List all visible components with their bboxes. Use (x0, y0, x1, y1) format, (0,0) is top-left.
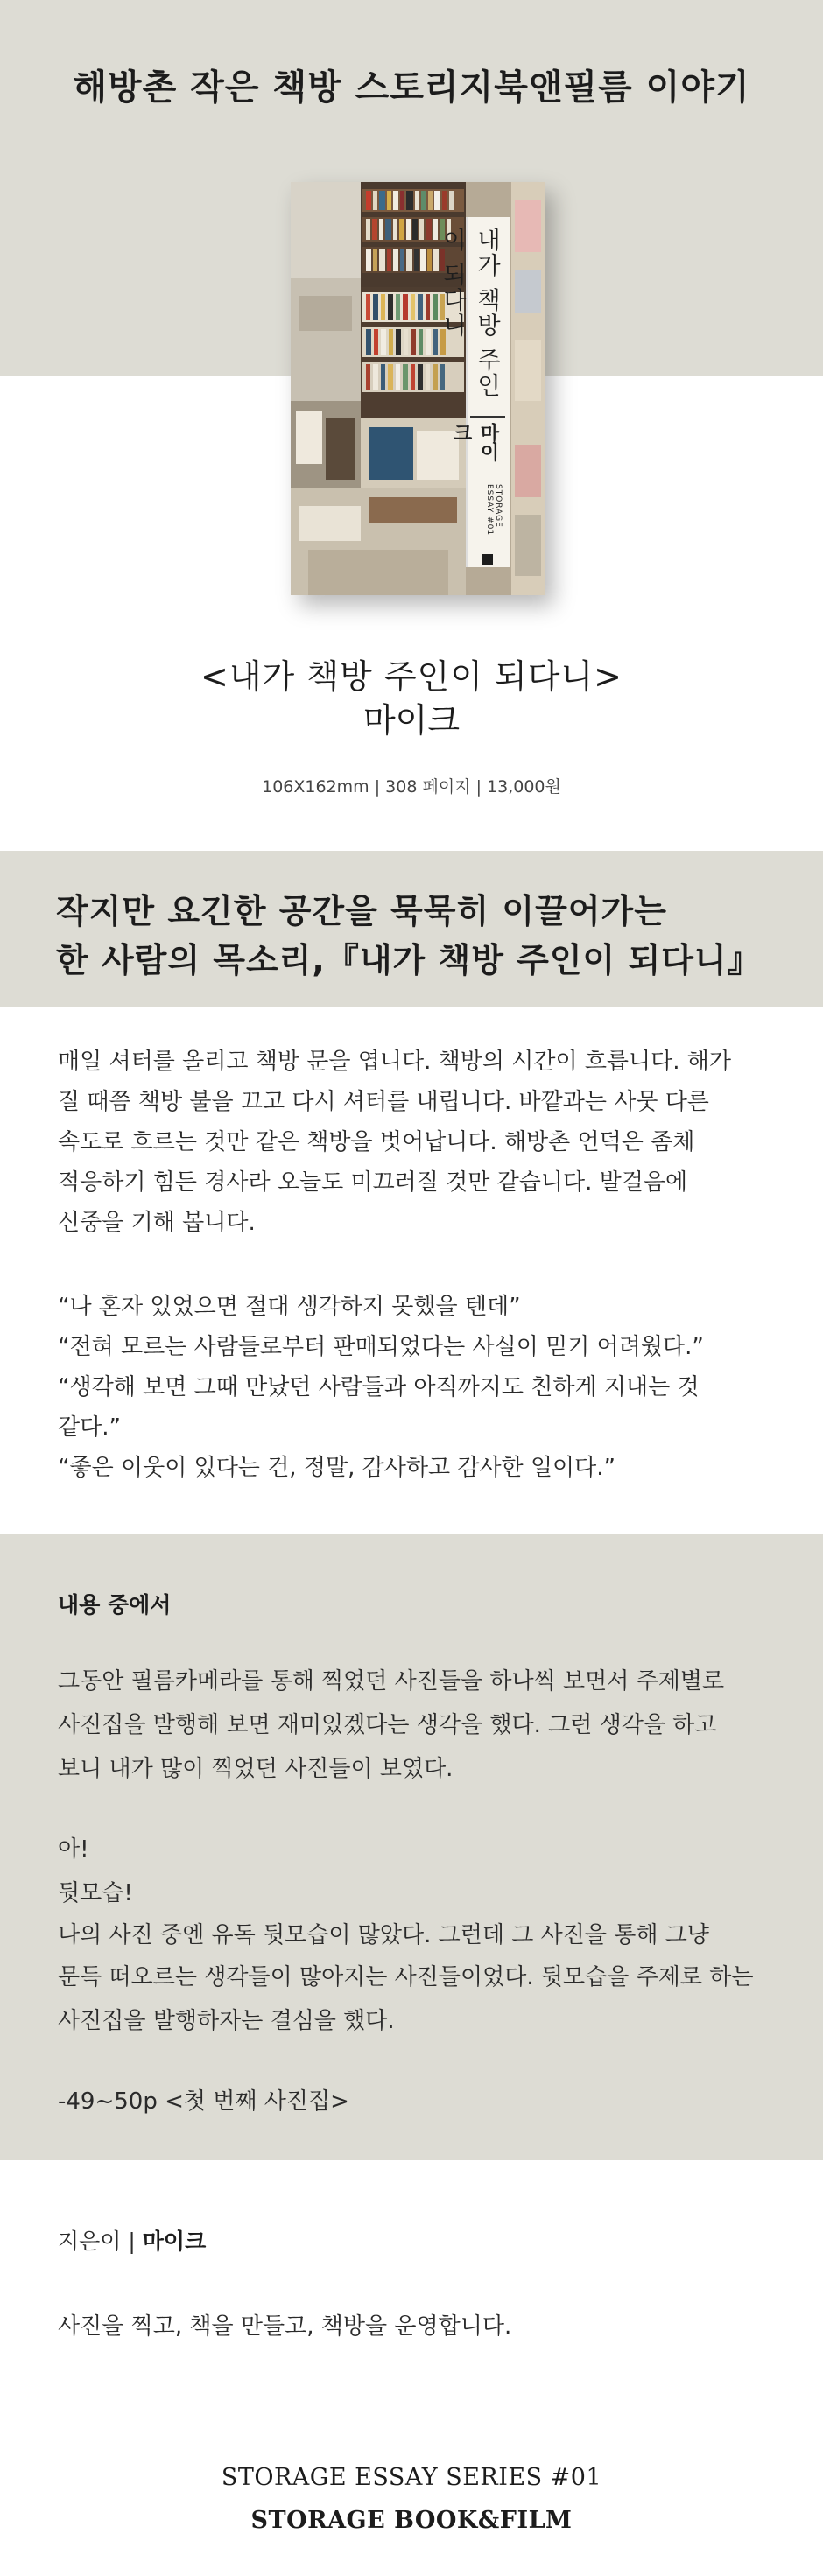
footer-brand: STORAGE BOOK&FILM (250, 2507, 573, 2534)
quote-line: “좋은 이웃이 있다는 건, 정말, 감사하고 감사한 일이다.” (58, 1455, 616, 1481)
quote-line: “전혀 모르는 사람들로부터 판매되었다는 사실이 믿기 어려웠다.” (58, 1334, 704, 1360)
quotes-paragraph (58, 1287, 776, 1488)
cover-author-text: 마이크 (450, 423, 499, 461)
book-title: <내가 책방 주인이 되다니> (200, 657, 623, 696)
book-specs: 106X162mm | 308 페이지 | 13,000원 (262, 777, 561, 797)
author-label (58, 2224, 206, 2256)
intro-line: 속도로 흐르는 것만 같은 책방을 벗어납니다. 해방촌 언덕은 좀체 (58, 1129, 695, 1155)
excerpt-line: 사진집을 발행해 보면 재미있겠다는 생각을 했다. 그런 생각을 하고 (58, 1712, 717, 1738)
author-bio: 사진을 찍고, 책을 만들고, 책방을 운영합니다. (58, 2313, 512, 2340)
excerpt-source: -49~50p <첫 번째 사진집> (58, 2088, 349, 2115)
intro-line: 매일 셔터를 올리고 책방 문을 엽니다. 책방의 시간이 흐릅니다. 해가 (58, 1049, 732, 1075)
author-name: 마이크 (142, 2229, 207, 2254)
tagline-line-2: 한 사람의 목소리,『내가 책방 주인이 되다니』 (56, 941, 762, 979)
cover-divider (470, 416, 505, 418)
quote-line: 같다.” (58, 1414, 121, 1441)
intro-paragraph (58, 1042, 776, 1243)
excerpt-line: 사진집을 발행하자는 결심을 했다. (58, 2008, 395, 2034)
intro-line: 질 때쯤 책방 불을 끄고 다시 셔터를 내립니다. 바깥과는 사뭇 다른 (58, 1089, 709, 1115)
intro-line: 신중을 기해 봅니다. (58, 1210, 256, 1236)
excerpt-line: 보니 내가 많이 찍었던 사진들이 보였다. (58, 1756, 454, 1782)
intro-line: 적응하기 힘든 경사라 오늘도 미끄러질 것만 같습니다. 발걸음에 (58, 1169, 688, 1196)
excerpt-section (0, 1534, 823, 2160)
quote-line: “생각해 보면 그때 만났던 사람들과 아직까지도 친하게 지내는 것 (58, 1374, 700, 1400)
cover-series-text: STORAGE ESSAY #01 (485, 484, 503, 537)
cover-title-text: 내가 책방 주인이 되다니 (439, 228, 500, 399)
tagline-line-1: 작지만 요긴한 공간을 묵묵히 이끌어가는 (56, 892, 667, 930)
hero-section (0, 0, 823, 797)
excerpt-heading: 내용 중에서 (58, 1592, 172, 1618)
tagline-section (0, 851, 823, 1007)
book-cover-image (291, 182, 545, 595)
excerpt-line: 아! (58, 1836, 89, 1863)
excerpt-line: 그동안 필름카메라를 통해 찍었던 사진들을 하나씩 보면서 주제별로 (58, 1668, 725, 1695)
page-title: 해방촌 작은 책방 스토리지북앤필름 이야기 (73, 67, 750, 108)
publisher-logo-icon (482, 554, 493, 565)
excerpt-line: 나의 사진 중엔 유독 뒷모습이 많았다. 그런데 그 사진을 통해 그냥 (58, 1922, 709, 1948)
footer-series: STORAGE ESSAY SERIES #01 (221, 2464, 602, 2491)
excerpt-line: 문득 떠오르는 생각들이 많아지는 사진들이었다. 뒷모습을 주제로 하는 (58, 1964, 754, 1990)
author-label-prefix: 지은이 | (58, 2229, 143, 2254)
excerpt-line: 뒷모습! (58, 1880, 133, 1906)
book-author: 마이크 (362, 701, 461, 740)
quote-line: “나 혼자 있었으면 절대 생각하지 못했을 텐데” (58, 1294, 521, 1320)
